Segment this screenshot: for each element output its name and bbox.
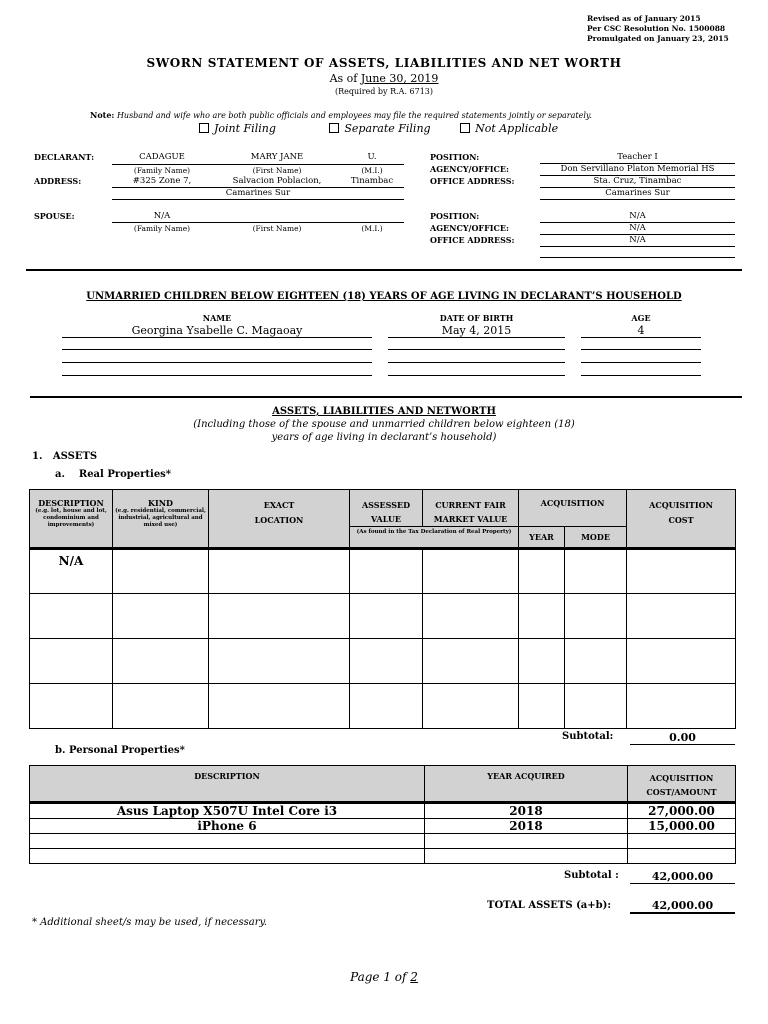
as-of-date: June 30, 2019 (360, 72, 439, 85)
assets-title: ASSETS, LIABILITIES AND NETWORTH (272, 406, 496, 417)
table-row (30, 684, 736, 729)
pp-year (425, 834, 628, 849)
spouse-position-label: POSITION: (430, 211, 480, 221)
real-subtotal-label: Subtotal: (562, 731, 614, 742)
caption-family-name: (Family Name) (133, 166, 191, 175)
pp-year: 2018 (425, 819, 628, 834)
header-tax-note: (As found in the Tax Declaration of Real Property) (350, 527, 519, 549)
pp-description (30, 834, 425, 849)
declarant-family-name: CADAGUE (139, 152, 185, 162)
revision-line: Revised as of January 2015 (587, 14, 701, 23)
assets-subtitle: years of age living in declarant’s household) (271, 432, 497, 443)
personal-properties-heading: b. Personal Properties* (55, 745, 185, 756)
child-age: 4 (637, 324, 645, 337)
position-label: POSITION: (430, 152, 480, 162)
caption-mi: (M.I.) (361, 224, 383, 233)
checkbox-icon[interactable] (199, 123, 209, 133)
page-total: 2 (410, 970, 418, 984)
personal-subtotal-label: Subtotal : (564, 870, 619, 881)
real-properties-heading: a. Real Properties* (55, 469, 172, 480)
office-address-line: Sta. Cruz, Tinambac (593, 176, 682, 186)
spouse-name: N/A (153, 211, 171, 221)
real-properties-table (29, 489, 736, 729)
note-label: Note: (90, 110, 115, 120)
checkbox-icon[interactable] (460, 123, 470, 133)
spouse-label: SPOUSE: (34, 211, 75, 221)
spouse-office-address: N/A (629, 235, 646, 245)
table-row (30, 819, 736, 834)
page-title: SWORN STATEMENT OF ASSETS, LIABILITIES AND NET WORTH (146, 56, 622, 70)
pp-cost: 15,000.00 (628, 819, 736, 834)
address-label: ADDRESS: (34, 176, 82, 186)
section-divider (30, 396, 742, 398)
revision-note (587, 14, 729, 44)
header-location: EXACT LOCATION (209, 490, 350, 549)
pp-cost: 27,000.00 (628, 803, 736, 819)
header-acquisition-cost: ACQUISITION COST (627, 490, 736, 549)
header-assessed-value: ASSESSED VALUE (350, 490, 423, 527)
table-row (30, 594, 736, 639)
header-mode: MODE (565, 527, 627, 549)
declarant-agency: Don Servillano Platon Memorial HS (560, 164, 715, 174)
header-description: DESCRIPTION (e.g. lot, house and lot, condominium and improvements) (30, 490, 113, 549)
page-label: Page 1 of (350, 970, 407, 984)
children-col-age: AGE (631, 313, 651, 323)
declarant-mi: U. (367, 152, 377, 162)
header-year: YEAR (519, 527, 565, 549)
option-separate-filing[interactable]: Separate Filing (329, 122, 430, 135)
revision-line: Promulgated on January 23, 2015 (587, 34, 729, 43)
address-line: Tinambac (350, 176, 394, 186)
personal-properties-table (29, 765, 736, 864)
children-title: UNMARRIED CHILDREN BELOW EIGHTEEN (18) YEARS OF AGE LIVING IN DECLARANT’S HOUSEHOLD (86, 291, 682, 302)
table-row (30, 834, 736, 849)
table-row (30, 849, 736, 864)
children-col-dob: DATE OF BIRTH (439, 313, 514, 323)
pp-cost (628, 849, 736, 864)
total-assets-value: 42,000.00 (651, 899, 714, 912)
real-property-description: N/A (30, 549, 113, 594)
header-pp-cost: ACQUISITION COST/AMOUNT (628, 766, 736, 803)
spouse-office-address-label: OFFICE ADDRESS: (430, 235, 515, 245)
header-market-value: CURRENT FAIR MARKET VALUE (423, 490, 519, 527)
address-line: Salvacion Poblacion, (232, 176, 322, 186)
table-row (30, 803, 736, 819)
option-not-applicable[interactable]: Not Applicable (460, 122, 558, 135)
pp-description: iPhone 6 (30, 819, 425, 834)
option-joint-filing[interactable]: Joint Filing (199, 122, 276, 135)
agency-label: AGENCY/OFFICE: (430, 164, 509, 174)
child-dob: May 4, 2015 (441, 324, 512, 337)
header-pp-description: DESCRIPTION (30, 766, 425, 803)
address-line: #325 Zone 7, (132, 176, 192, 186)
filing-options (199, 122, 558, 135)
assets-subtitle: (Including those of the spouse and unmarried children below eighteen (18) (193, 419, 575, 430)
real-subtotal-value: 0.00 (669, 731, 696, 744)
spouse-position: N/A (629, 211, 646, 221)
office-address-label: OFFICE ADDRESS: (430, 176, 515, 186)
pp-cost (628, 834, 736, 849)
section-divider (26, 269, 742, 271)
as-of-label: As of (329, 72, 358, 85)
declarant-label: DECLARANT: (34, 152, 95, 162)
spouse-agency-label: AGENCY/OFFICE: (430, 223, 509, 233)
as-of-line (0, 72, 768, 85)
note-text: Husband and wife who are both public officials and employees may file the required statements jointly or separately. (116, 111, 592, 120)
total-assets-label: TOTAL ASSETS (a+b): (487, 900, 612, 911)
table-row (30, 639, 736, 684)
office-address-line: Camarines Sur (605, 188, 670, 198)
pp-description: Asus Laptop X507U Intel Core i3 (30, 803, 425, 819)
table-row (30, 549, 736, 594)
header-acquisition: ACQUISITION (519, 490, 627, 527)
assets-heading: 1. ASSETS (32, 451, 98, 462)
filing-note (90, 110, 592, 120)
revision-line: Per CSC Resolution No. 1500088 (587, 24, 726, 33)
child-name: Georgina Ysabelle C. Magaoay (131, 324, 303, 337)
declarant-position: Teacher I (617, 152, 658, 162)
declarant-first-name: MARY JANE (250, 152, 304, 162)
header-pp-year: YEAR ACQUIRED (425, 766, 628, 803)
address-line: Camarines Sur (225, 188, 291, 198)
checkbox-icon[interactable] (329, 123, 339, 133)
page-number (0, 970, 768, 984)
caption-mi: (M.I.) (361, 166, 383, 175)
personal-subtotal-value: 42,000.00 (651, 870, 714, 883)
spouse-agency: N/A (629, 223, 646, 233)
header-kind: KIND (e.g. residential, commercial, industrial, agricultural and mixed use) (113, 490, 209, 549)
caption-first-name: (First Name) (252, 166, 302, 175)
pp-year: 2018 (425, 803, 628, 819)
pp-year (425, 849, 628, 864)
caption-first-name: (First Name) (252, 224, 302, 233)
additional-sheet-note: * Additional sheet/s may be used, if necessary. (32, 917, 268, 928)
children-col-name: NAME (202, 313, 232, 323)
pp-description (30, 849, 425, 864)
required-by: (Required by R.A. 6713) (334, 87, 434, 96)
caption-family-name: (Family Name) (133, 224, 191, 233)
